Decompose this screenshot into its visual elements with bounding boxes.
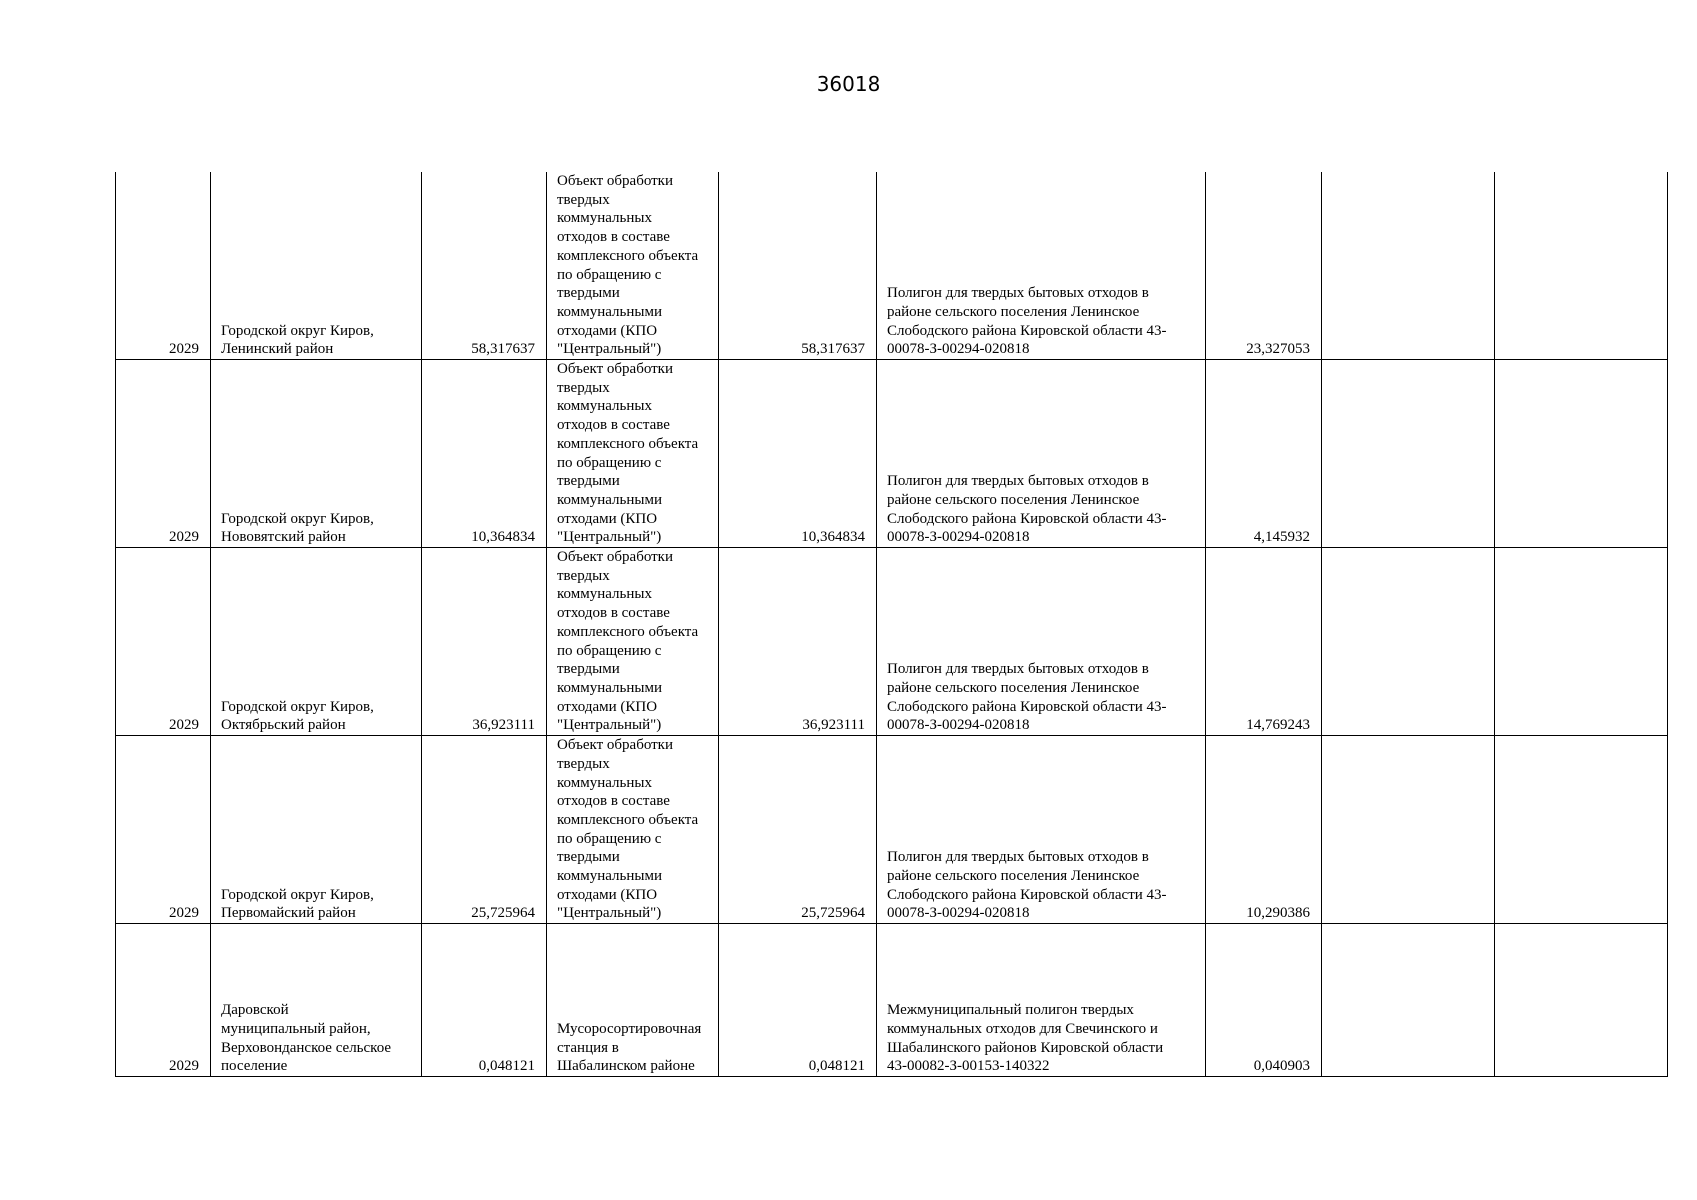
facility-cell: Объект обработки твердых коммунальных отходов в составе комплексного объекта по обращению с твердыми коммунальными отходами (КПО "Центральный"): [547, 736, 719, 924]
empty-cell: [1322, 172, 1495, 360]
table-row: [116, 736, 1668, 924]
destination-cell: Полигон для твердых бытовых отходов в районе сельского поселения Ленинское Слободского района Кировской области 43- 00078-З-00294-020818: [877, 360, 1206, 548]
table-row: [116, 924, 1668, 1077]
mass-in-cell: 36,923111: [719, 548, 877, 736]
empty-cell: [1495, 172, 1668, 360]
facility-cell: Объект обработки твердых коммунальных отходов в составе комплексного объекта по обращению с твердыми коммунальными отходами (КПО "Центральный"): [547, 360, 719, 548]
destination-cell: Полигон для твердых бытовых отходов в районе сельского поселения Ленинское Слободского района Кировской области 43- 00078-З-00294-020818: [877, 548, 1206, 736]
mass-final-cell: 10,290386: [1206, 736, 1322, 924]
year-cell: 2029: [116, 360, 211, 548]
empty-cell: [1495, 736, 1668, 924]
territory-cell: Городской округ Киров, Ленинский район: [211, 172, 422, 360]
facility-cell: Объект обработки твердых коммунальных отходов в составе комплексного объекта по обращению с твердыми коммунальными отходами (КПО "Центральный"): [547, 548, 719, 736]
mass-out-cell: 25,725964: [422, 736, 547, 924]
destination-cell: Полигон для твердых бытовых отходов в районе сельского поселения Ленинское Слободского района Кировской области 43- 00078-З-00294-020818: [877, 172, 1206, 360]
year-cell: 2029: [116, 548, 211, 736]
mass-out-cell: 0,048121: [422, 924, 547, 1077]
mass-out-cell: 10,364834: [422, 360, 547, 548]
year-cell: 2029: [116, 172, 211, 360]
territory-cell: Городской округ Киров, Нововятский район: [211, 360, 422, 548]
empty-cell: [1322, 736, 1495, 924]
destination-cell: Межмуниципальный полигон твердых коммунальных отходов для Свечинского и Шабалинского районов Кировской области 43-00082-З-00153-140322: [877, 924, 1206, 1077]
territory-cell: Городской округ Киров, Первомайский район: [211, 736, 422, 924]
territory-cell: Городской округ Киров, Октябрьский район: [211, 548, 422, 736]
mass-out-cell: 58,317637: [422, 172, 547, 360]
year-cell: 2029: [116, 924, 211, 1077]
facility-cell: Объект обработки твердых коммунальных отходов в составе комплексного объекта по обращению с твердыми коммунальными отходами (КПО "Центральный"): [547, 172, 719, 360]
empty-cell: [1495, 924, 1668, 1077]
empty-cell: [1495, 548, 1668, 736]
mass-final-cell: 0,040903: [1206, 924, 1322, 1077]
waste-flow-table: [115, 172, 1668, 1077]
facility-cell: Мусоросортировочная станция в Шабалинском районе: [547, 924, 719, 1077]
mass-in-cell: 58,317637: [719, 172, 877, 360]
mass-final-cell: 23,327053: [1206, 172, 1322, 360]
mass-final-cell: 4,145932: [1206, 360, 1322, 548]
territory-cell: Даровской муниципальный район, Верховонданское сельское поселение: [211, 924, 422, 1077]
destination-cell: Полигон для твердых бытовых отходов в районе сельского поселения Ленинское Слободского района Кировской области 43- 00078-З-00294-020818: [877, 736, 1206, 924]
mass-final-cell: 14,769243: [1206, 548, 1322, 736]
table-row: [116, 548, 1668, 736]
mass-in-cell: 0,048121: [719, 924, 877, 1077]
empty-cell: [1322, 360, 1495, 548]
mass-out-cell: 36,923111: [422, 548, 547, 736]
table-row: [116, 360, 1668, 548]
empty-cell: [1322, 924, 1495, 1077]
table-row: [116, 172, 1668, 360]
mass-in-cell: 10,364834: [719, 360, 877, 548]
page-number: 36018: [816, 72, 881, 96]
empty-cell: [1322, 548, 1495, 736]
year-cell: 2029: [116, 736, 211, 924]
empty-cell: [1495, 360, 1668, 548]
mass-in-cell: 25,725964: [719, 736, 877, 924]
